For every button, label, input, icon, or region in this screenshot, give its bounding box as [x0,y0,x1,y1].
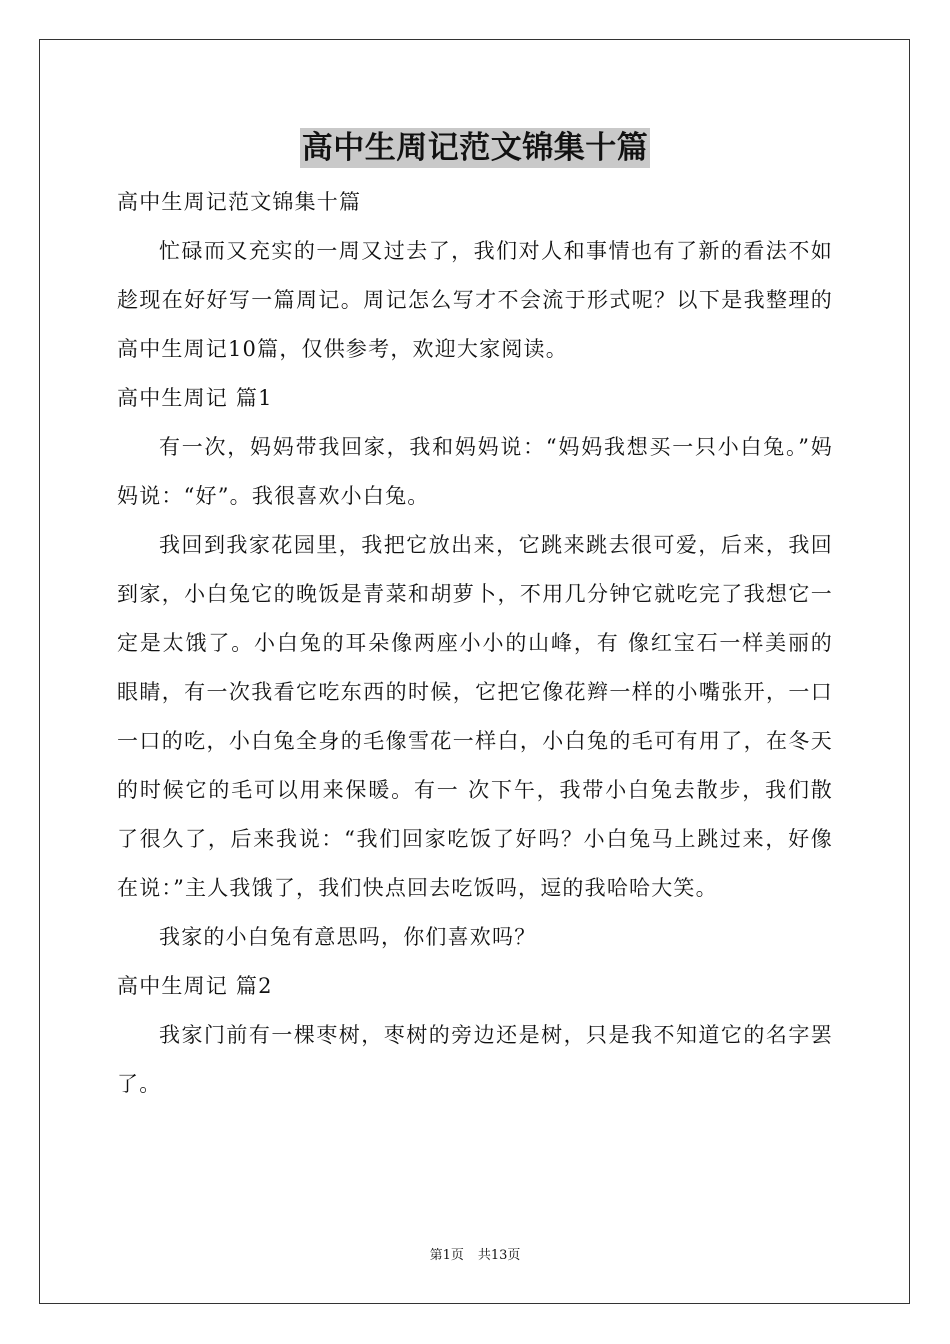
body-paragraph: 有一次，妈妈带我回家，我和妈妈说：“妈妈我想买一只小白兔。”妈妈说：“好”。我很喜欢小白兔。 [117,435,833,508]
body-paragraph: 我家门前有一棵枣树，枣树的旁边还是树，只是我不知道它的名字罢了。 [117,1023,833,1096]
document-title: 高中生周记范文锦集十篇 [301,130,649,166]
section-heading-1: 高中生周记 篇1 [117,386,273,410]
intro-paragraph: 忙碌而又充实的一周又过去了，我们对人和事情也有了新的看法不如趁现在好好写一篇周记。周记怎么写才不会流于形式呢？以下是我整理的高中生周记10篇，仅供参考，欢迎大家阅读。 [117,239,833,361]
page-number-total: 共13页 [477,1248,521,1263]
subtitle-heading: 高中生周记范文锦集十篇 [117,190,362,214]
body-paragraph: 我回到我家花园里，我把它放出来，它跳来跳去很可爱，后来，我回到家，小白兔它的晚饭是青菜和胡萝卜，不用几分钟它就吃完了我想它一定是太饿了。小白兔的耳朵像两座小小的山峰，有 像红宝石一样美丽的眼睛，有一次我看它吃东西的时候，它把它像花辫一样的小嘴张开，一口一口的吃，小白兔全身的毛像雪花一样白，小白兔的毛可有用了，在冬天的时候它的毛可以用来保暖。有一 次下午，我带小白兔去散步，我们散了很久了，后来我说：“我们回家吃饭了好吗？小白兔马上跳过来，好像在说：”主人我饿了，我们快点回去吃饭吗，逗的我哈哈大笑。 [117,533,833,900]
page-number-current: 第1页 [429,1248,464,1263]
section-heading-2: 高中生周记 篇2 [117,974,273,998]
body-paragraph: 我家的小白兔有意思吗，你们喜欢吗？ [159,925,537,949]
title-container [0,128,950,168]
document-body [117,178,833,1109]
page-footer [0,1244,950,1263]
